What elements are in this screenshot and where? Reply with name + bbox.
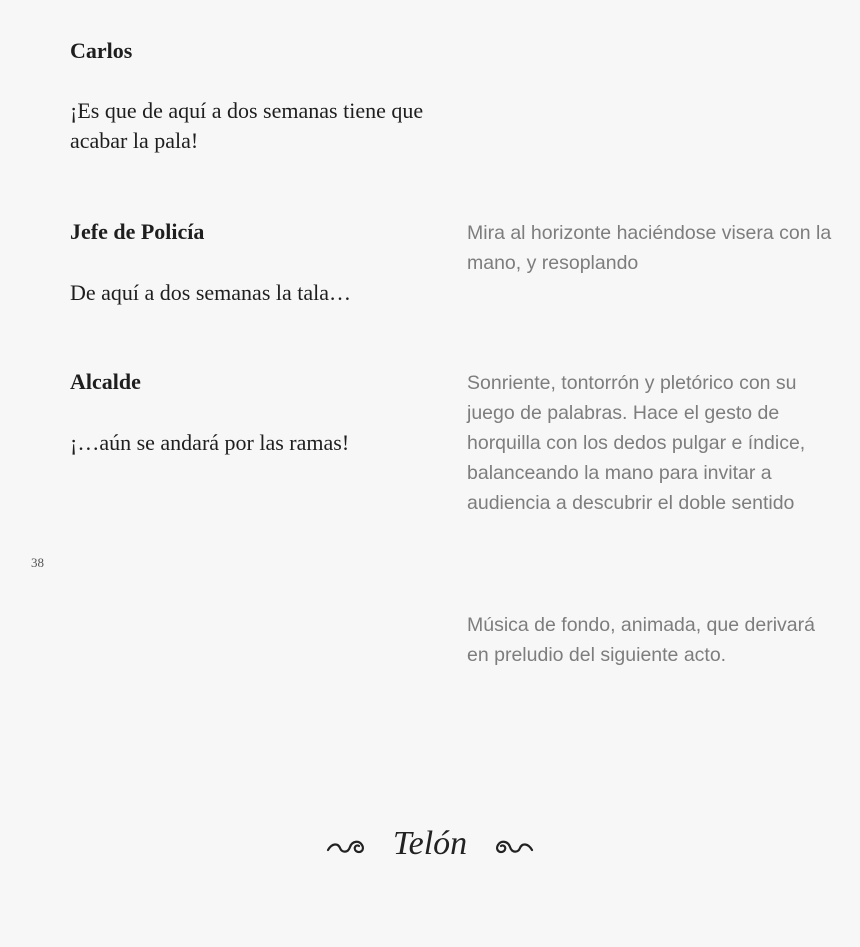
line-carlos: ¡Es que de aquí a dos semanas tiene que acabar la pala!: [70, 98, 424, 153]
left-flourish-icon: [326, 835, 370, 857]
curtain-heading: [0, 822, 860, 866]
speaker-alcalde: Alcalde: [70, 369, 141, 394]
stage-direction-alcalde: Sonriente, tontorrón y pletórico con su juego de palabras. Hace el gesto de horquilla con los dedos pulgar e índice, balanceando la mano para invitar a audiencia a descubrir el doble sentido: [467, 372, 806, 514]
right-flourish-icon: [490, 835, 534, 857]
line-alcalde: ¡…aún se andará por las ramas!: [70, 430, 350, 455]
line-jefe-de-policia: De aquí a dos semanas la tala…: [70, 280, 352, 305]
curtain-label: Telón: [392, 825, 468, 862]
page-number: 38: [31, 555, 44, 570]
stage-direction-jefe-de-policia: Mira al horizonte haciéndose visera con la mano, y resoplando: [467, 222, 832, 274]
closing-stage-direction: Música de fondo, animada, que derivará en preludio del siguiente acto.: [467, 614, 815, 666]
speaker-carlos: Carlos: [70, 38, 133, 63]
speaker-jefe-de-policia: Jefe de Policía: [70, 219, 205, 244]
